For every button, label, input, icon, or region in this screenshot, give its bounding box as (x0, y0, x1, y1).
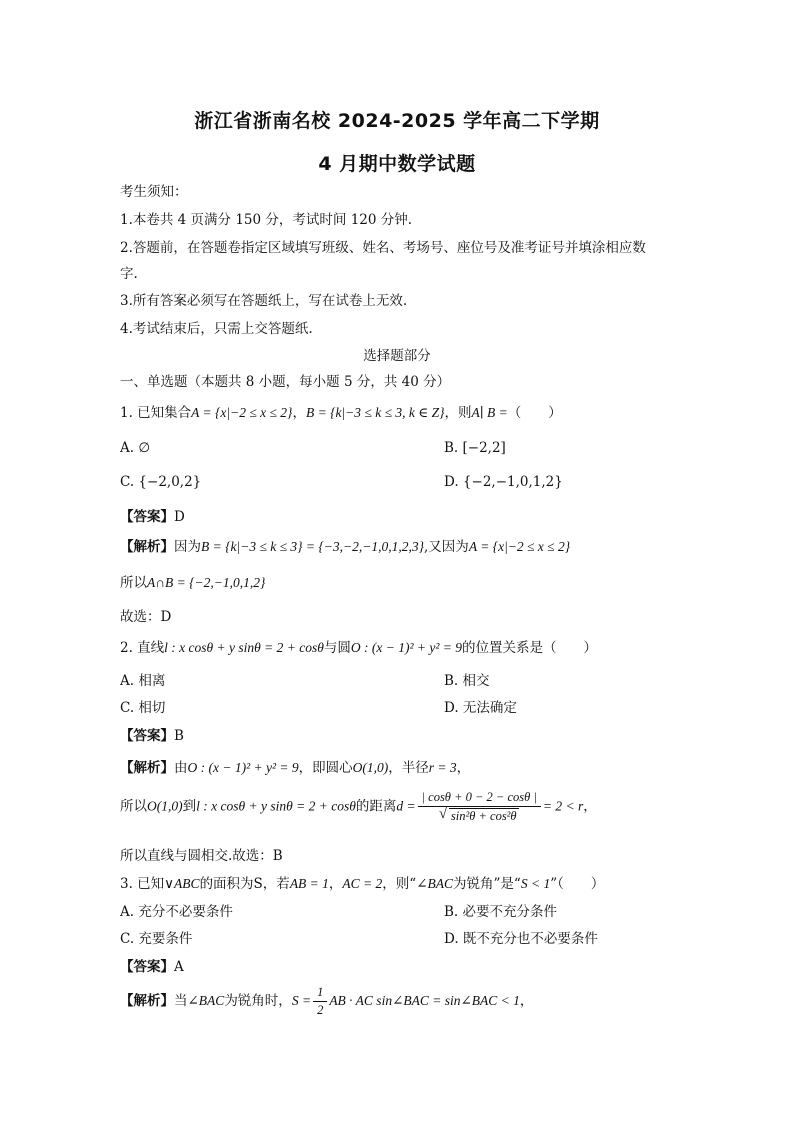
q2-circle-equation: O : (x − 1)² + y² = 9 (350, 640, 463, 655)
notice-item-2: 2.答题前，在答题卷指定区域填写班级、姓名、考场号、座位号及准考证号并填涂相应数 (120, 240, 646, 256)
q3-stem: 3. 已知∨ABC的面积为S，若AB = 1，AC = 2，则“∠BAC为锐角”是“S < 1”（ ） (120, 876, 605, 892)
q3-option-b: B. 必要不充分条件 (444, 904, 558, 920)
q3-option-c: C. 充要条件 (120, 931, 193, 947)
q1-stem: 1. 已知集合A = {x|−2 ≤ x ≤ 2}，B = {k|−3 ≤ k ≤ 3, k ∈ Z}，则A∣ B =（ ） (120, 405, 562, 421)
exam-title-line2: 4 月期中数学试题 (318, 153, 476, 175)
q2-option-b: B. 相交 (444, 673, 490, 689)
q2-option-c: C. 相切 (120, 700, 166, 716)
q1-explanation-2: 所以A∩B = {−2,−1,0,1,2} (120, 575, 266, 591)
notice-item-3: 3.所有答案必须写在答题纸上，写在试卷上无效. (120, 293, 408, 309)
q3-half-fraction: $\frac{1}{2}$ (313, 985, 327, 1018)
notice-heading: 考生须知： (120, 184, 188, 200)
q2-stem: 2. 直线l : x cosθ + y sinθ = 2 + cosθ与圆O : (x − 1)² + y² = 9的位置关系是（ ） (120, 640, 598, 656)
notice-item-4: 4.考试结束后，只需上交答题纸. (120, 321, 313, 337)
q2-line-equation: l : x cosθ + y sinθ = 2 + cosθ (164, 640, 324, 655)
section-heading: 一、单选题（本题共 8 小题，每小题 5 分，共 40 分） (120, 374, 451, 390)
q1-set-a: A = {x|−2 ≤ x ≤ 2} (191, 405, 293, 420)
q1-answer: 【答案】D (120, 509, 185, 525)
q2-explanation-1: 【解析】由O : (x − 1)² + y² = 9，即圆心O(1,0)，半径r = 3， (120, 760, 471, 776)
q1-option-d: D. {−2,−1,0,1,2} (444, 474, 563, 490)
q3-explanation-1: 【解析】当∠BAC为锐角时，S = $\frac{1}{2}$ AB · AC sin∠BAC = sin∠BAC < 1， (120, 985, 534, 1017)
q1-explanation-1: 【解析】因为B = {k|−3 ≤ k ≤ 3} = {−3,−2,−1,0,1,2,3},又因为A = {x|−2 ≤ x ≤ 2} (120, 539, 571, 555)
notice-item-1: 1.本卷共 4 页满分 150 分，考试时间 120 分钟. (120, 212, 413, 228)
q2-final: 所以直线与圆相交.故选：B (120, 848, 283, 864)
q1-final: 故选：D (120, 609, 172, 625)
q2-distance-fraction: | cosθ + 0 − 2 − cosθ | √ sin²θ + cos²θ (418, 790, 541, 824)
q2-option-a: A. 相离 (120, 673, 166, 689)
q3-answer: 【答案】A (120, 959, 184, 975)
q2-option-d: D. 无法确定 (444, 700, 517, 716)
notice-item-2-cont: 字. (120, 266, 138, 282)
q2-explanation-2: 所以O(1,0)到l : x cosθ + y sinθ = 2 + cosθ的距离d = | cosθ + 0 − 2 − cosθ | √ sin²θ + cos²θ = 2 < r， (120, 790, 597, 824)
section-part-label: 选择题部分 (363, 348, 431, 364)
q1-set-b: B = {k|−3 ≤ k ≤ 3, k ∈ Z} (305, 405, 445, 420)
q3-option-d: D. 既不充分也不必要条件 (444, 931, 598, 947)
q2-answer: 【答案】B (120, 728, 184, 744)
q1-option-b: B. [−2,2] (444, 440, 506, 456)
exam-title-line1: 浙江省浙南名校 2024-2025 学年高二下学期 (194, 110, 600, 132)
q3-option-a: A. 充分不必要条件 (120, 904, 233, 920)
q1-option-a: A. ∅ (120, 440, 151, 456)
q1-option-c: C. {−2,0,2} (120, 474, 202, 490)
